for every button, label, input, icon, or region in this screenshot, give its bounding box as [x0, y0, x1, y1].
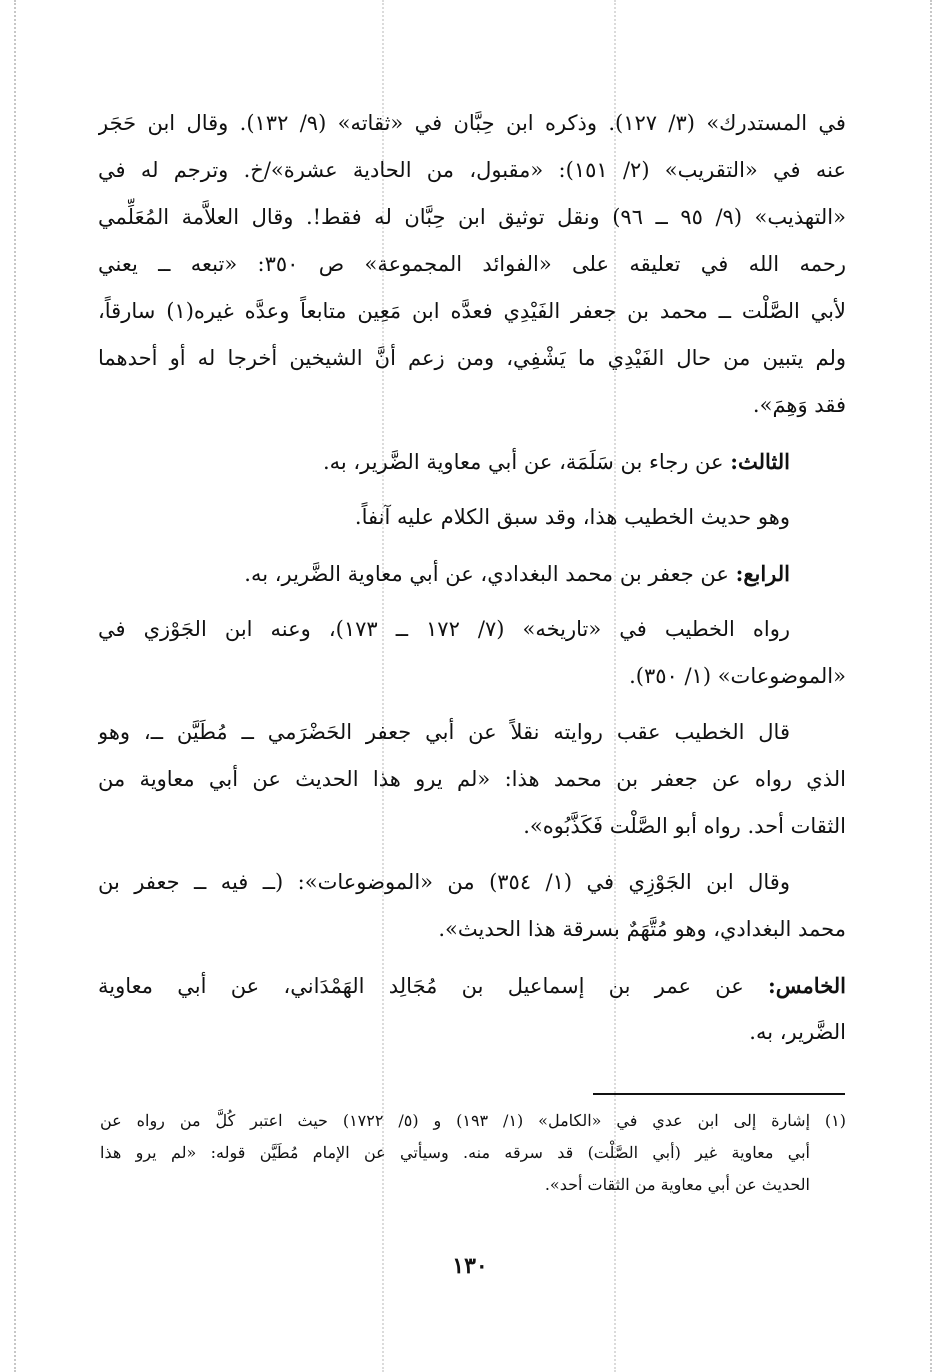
- text-line: عنه في «التقريب» (٢/ ١٥١): «مقبول، من الحادية عشرة»/خ. وترجم له في: [98, 158, 846, 182]
- text-line: الذي رواه عن جعفر بن محمد هذا: «لم يرو هذا الحديث عن أبي معاوية من: [98, 767, 846, 791]
- text-line: رواه الخطيب في «تاريخه» (٧/ ١٧٢ ــ ١٧٣)، وعنه ابن الجَوْزي في: [98, 617, 790, 641]
- paragraph: [98, 859, 846, 953]
- text-line: محمد البغدادي، وهو مُتَّهَمٌ بسرقة هذا الحديث».: [438, 917, 846, 941]
- text-line: وقال ابن الجَوْزِي في (١/ ٣٥٤) من «الموضوعات»: (ــ فيه ــ جعفر بن: [98, 870, 790, 894]
- section-lead: الرابع:: [735, 561, 790, 586]
- text-line: لأبي الصَّلْت ــ محمد بن جعفر الفَيْدِي فعدَّه ابن مَعِين متابعاً وعدَّه غيره(١) سارقاً،: [98, 299, 846, 323]
- text-line: [98, 962, 846, 1009]
- paragraph: [98, 494, 846, 541]
- paragraph: [98, 550, 846, 597]
- text-line: «التهذيب» (٩/ ٩٥ ــ ٩٦) ونقل توثيق ابن حِبَّان له فقط!. وقال العلاَّمة المُعَلِّمي: [98, 205, 846, 229]
- main-text: [98, 100, 846, 1056]
- text-line: فقد وَهِمَ».: [752, 393, 846, 417]
- text-run: عن جعفر بن محمد البغدادي، عن أبي معاوية الضَّرير، به.: [244, 562, 736, 586]
- text-line: وهو حديث الخطيب هذا، وقد سبق الكلام عليه آنفاً.: [354, 505, 790, 529]
- footnote-separator: [593, 1093, 845, 1095]
- text-line: الثقات أحد. رواه أبو الصَّلْت فَكَذَّبُوه».: [523, 814, 846, 838]
- scan-dotted-line: [930, 0, 932, 1372]
- text-line: [98, 550, 846, 597]
- text-line: الضَّرير، به.: [749, 1020, 846, 1044]
- text-line: [98, 438, 846, 485]
- paragraph: [98, 100, 846, 429]
- text-line: في المستدرك» (٣/ ١٢٧). وذكره ابن حِبَّان في «ثقاته» (٩/ ١٣٢). وقال ابن حَجَر: [98, 111, 846, 135]
- text-run: عن عمر بن إسماعيل بن مُجَالِد الهَمْدَاني، عن أبي معاوية: [98, 974, 769, 998]
- text-line: ولم يتبين من حال الفَيْدِي ما يَشْفِي، ومن زعم أنَّ الشيخين أخرجا له أو أحدهما: [98, 346, 846, 370]
- section-lead: الخامس:: [768, 973, 846, 998]
- footnote-line: الحديث عن أبي معاوية من الثقات أحد».: [544, 1175, 810, 1194]
- text-line: قال الخطيب عقب روايته نقلاً عن أبي جعفر الحَضْرَمي ــ مُطَيَّن ــ، وهو: [98, 720, 790, 744]
- text-line: رحمه الله في تعليقه على «الفوائد المجموعة» ص ٣٥٠: «تبعه ــ يعني: [98, 252, 846, 276]
- scan-dotted-line: [14, 0, 16, 1372]
- paragraph: [98, 438, 846, 485]
- footnote-line: (١) إشارة إلى ابن عدي في «الكامل» (١/ ١٩٣) و (٥/ ١٧٢٢) حيث اعتبر كُلَّ من رواه عن: [100, 1111, 846, 1130]
- paragraph: [98, 962, 846, 1056]
- footnote-line: أبي معاوية غير (أبي الصَّلْت) قد سرقه منه. وسيأتي عن الإمام مُطَيَّن قوله: «لم يرو هذا: [100, 1143, 811, 1162]
- footnotes: [100, 1105, 846, 1201]
- page-number: ١٣٠: [452, 1253, 488, 1279]
- paragraph: [98, 606, 846, 700]
- text-line: «الموضوعات» (١/ ٣٥٠).: [629, 664, 846, 688]
- paragraph: [98, 709, 846, 850]
- section-lead: الثالث:: [730, 449, 790, 474]
- text-run: عن رجاء بن سَلَمَة، عن أبي معاوية الضَّرير، به.: [322, 450, 731, 474]
